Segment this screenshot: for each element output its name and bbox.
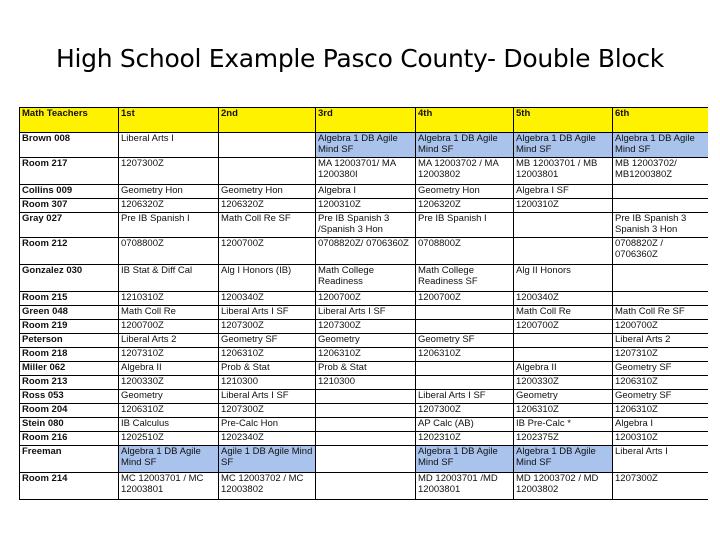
table-cell: 0708800Z bbox=[416, 238, 514, 265]
teacher-cell: Gray 027 bbox=[20, 213, 119, 238]
table-row bbox=[20, 348, 709, 362]
table-cell: Algebra 1 DB Agile Mind SF bbox=[316, 133, 416, 158]
table-cell: 1206310Z bbox=[613, 404, 709, 418]
teacher-cell: Freeman bbox=[20, 446, 119, 473]
table-cell: Algebra II bbox=[119, 362, 219, 376]
table-cell: 1200330Z bbox=[514, 376, 613, 390]
table-cell: Agile 1 DB Agile Mind SF bbox=[219, 446, 316, 473]
table-cell bbox=[416, 376, 514, 390]
table-cell: Algebra II bbox=[514, 362, 613, 376]
header-row bbox=[20, 108, 709, 133]
table-cell: 1206310Z bbox=[514, 404, 613, 418]
table-cell: Geometry SF bbox=[219, 334, 316, 348]
table-cell: 1207310Z bbox=[613, 348, 709, 362]
table-cell: Prob & Stat bbox=[219, 362, 316, 376]
table-cell: 1210300 bbox=[219, 376, 316, 390]
table-cell: 1206310Z bbox=[219, 348, 316, 362]
header-period-5: 5th bbox=[514, 108, 613, 133]
table-cell bbox=[514, 238, 613, 265]
table-cell bbox=[316, 432, 416, 446]
table-cell: MA 12003702 / MA 12003802 bbox=[416, 158, 514, 185]
table-cell: Math College Readiness bbox=[316, 265, 416, 292]
teacher-cell: Room 216 bbox=[20, 432, 119, 446]
table-cell bbox=[316, 390, 416, 404]
teacher-cell: Room 307 bbox=[20, 199, 119, 213]
teacher-cell: Room 217 bbox=[20, 158, 119, 185]
table-row bbox=[20, 199, 709, 213]
header-period-4: 4th bbox=[416, 108, 514, 133]
table-row bbox=[20, 306, 709, 320]
table-cell: 1207300Z bbox=[416, 404, 514, 418]
table-cell: Math Coll Re SF bbox=[613, 306, 709, 320]
table-row bbox=[20, 133, 709, 158]
table-row bbox=[20, 185, 709, 199]
table-row bbox=[20, 213, 709, 238]
teacher-cell: Ross 053 bbox=[20, 390, 119, 404]
table-cell bbox=[514, 348, 613, 362]
table-cell: Liberal Arts I SF bbox=[416, 390, 514, 404]
table-cell: Algebra I SF bbox=[514, 185, 613, 199]
teacher-cell: Room 219 bbox=[20, 320, 119, 334]
table-cell: 1206310Z bbox=[613, 376, 709, 390]
table-cell: Pre IB Spanish I bbox=[416, 213, 514, 238]
table-cell: AP Calc (AB) bbox=[416, 418, 514, 432]
table-cell: 1207300Z bbox=[219, 404, 316, 418]
table-cell: Alg II Honors bbox=[514, 265, 613, 292]
table-cell: 1206310Z bbox=[316, 348, 416, 362]
table-cell: Liberal Arts I SF bbox=[219, 306, 316, 320]
table-cell: Liberal Arts I bbox=[119, 133, 219, 158]
table-cell: Algebra 1 DB Agile Mind SF bbox=[416, 133, 514, 158]
table-cell: 0708800Z bbox=[119, 238, 219, 265]
table-row bbox=[20, 334, 709, 348]
table-cell: Algebra 1 DB Agile Mind SF bbox=[416, 446, 514, 473]
table-cell: 1200700Z bbox=[316, 292, 416, 306]
table-cell: Algebra 1 DB Agile Mind SF bbox=[119, 446, 219, 473]
table-cell: Geometry bbox=[119, 390, 219, 404]
table-cell: 0708820Z/ 0706360Z bbox=[316, 238, 416, 265]
table-cell: MB 12003701 / MB 12003801 bbox=[514, 158, 613, 185]
teacher-cell: Collins 009 bbox=[20, 185, 119, 199]
table-cell: MD 12003701 /MD 12003801 bbox=[416, 473, 514, 500]
table-cell bbox=[219, 133, 316, 158]
table-cell bbox=[416, 362, 514, 376]
table-cell: Pre-Calc Hon bbox=[219, 418, 316, 432]
header-period-6: 6th bbox=[613, 108, 709, 133]
table-cell: 1206320Z bbox=[416, 199, 514, 213]
teacher-cell: Room 204 bbox=[20, 404, 119, 418]
table-cell: 1200700Z bbox=[119, 320, 219, 334]
table-cell: IB Stat & Diff Cal bbox=[119, 265, 219, 292]
table-cell: 1202310Z bbox=[416, 432, 514, 446]
table-cell bbox=[613, 185, 709, 199]
table-cell bbox=[416, 306, 514, 320]
teacher-cell: Room 212 bbox=[20, 238, 119, 265]
table-cell: MD 12003702 / MD 12003802 bbox=[514, 473, 613, 500]
table-cell: 1207300Z bbox=[119, 158, 219, 185]
table-cell: 1206310Z bbox=[119, 404, 219, 418]
table-cell: Liberal Arts I bbox=[613, 446, 709, 473]
table-cell: Geometry Hon bbox=[219, 185, 316, 199]
table-cell: 1207310Z bbox=[119, 348, 219, 362]
table-cell: 1206320Z bbox=[119, 199, 219, 213]
table-cell: IB Pre-Calc * bbox=[514, 418, 613, 432]
table-cell: Algebra I bbox=[316, 185, 416, 199]
header-period-2: 2nd bbox=[219, 108, 316, 133]
table-cell: 1200310Z bbox=[316, 199, 416, 213]
teacher-cell: Room 214 bbox=[20, 473, 119, 500]
teacher-cell: Room 213 bbox=[20, 376, 119, 390]
table-row bbox=[20, 473, 709, 500]
table-cell bbox=[316, 404, 416, 418]
table-cell: 1202375Z bbox=[514, 432, 613, 446]
table-row bbox=[20, 404, 709, 418]
table-cell: 1200700Z bbox=[514, 320, 613, 334]
table-row bbox=[20, 446, 709, 473]
table-cell: 1200330Z bbox=[119, 376, 219, 390]
table-row bbox=[20, 362, 709, 376]
schedule-table bbox=[19, 107, 708, 500]
table-cell: Pre IB Spanish 3 Spanish 3 Hon bbox=[613, 213, 709, 238]
table-cell: 1202510Z bbox=[119, 432, 219, 446]
table-cell: 1210300 bbox=[316, 376, 416, 390]
table-row bbox=[20, 265, 709, 292]
table-cell: Alg I Honors (IB) bbox=[219, 265, 316, 292]
table-cell: 1206310Z bbox=[416, 348, 514, 362]
teacher-cell: Brown 008 bbox=[20, 133, 119, 158]
table-cell: 1200310Z bbox=[514, 199, 613, 213]
table-cell: Math Coll Re SF bbox=[219, 213, 316, 238]
table-cell: 1210310Z bbox=[119, 292, 219, 306]
teacher-cell: Green 048 bbox=[20, 306, 119, 320]
header-period-3: 3rd bbox=[316, 108, 416, 133]
table-cell: Liberal Arts 2 bbox=[613, 334, 709, 348]
table-cell: Liberal Arts 2 bbox=[119, 334, 219, 348]
table-cell: Geometry bbox=[316, 334, 416, 348]
table-cell: 1200700Z bbox=[416, 292, 514, 306]
table-cell: 1207300Z bbox=[316, 320, 416, 334]
table-row bbox=[20, 418, 709, 432]
table-cell: MA 12003701/ MA 1200380I bbox=[316, 158, 416, 185]
table-cell: Pre IB Spanish 3 /Spanish 3 Hon bbox=[316, 213, 416, 238]
table-cell: Geometry bbox=[514, 390, 613, 404]
table-cell: Geometry SF bbox=[416, 334, 514, 348]
table-cell: Math College Readiness SF bbox=[416, 265, 514, 292]
table-cell: 1200700Z bbox=[219, 238, 316, 265]
table-cell bbox=[316, 418, 416, 432]
table-cell: Geometry Hon bbox=[416, 185, 514, 199]
header-teachers: Math Teachers bbox=[20, 108, 119, 133]
slide-title: High School Example Pasco County- Double Block bbox=[56, 44, 664, 73]
table-cell: Liberal Arts I SF bbox=[219, 390, 316, 404]
table-cell bbox=[316, 473, 416, 500]
table-cell: MC 12003701 / MC 12003801 bbox=[119, 473, 219, 500]
header-period-1: 1st bbox=[119, 108, 219, 133]
table-cell: Math Coll Re bbox=[119, 306, 219, 320]
table-cell: Algebra 1 DB Agile Mind SF bbox=[613, 133, 709, 158]
teacher-cell: Stein 080 bbox=[20, 418, 119, 432]
teacher-cell: Peterson bbox=[20, 334, 119, 348]
schedule-table-container bbox=[19, 107, 708, 515]
table-cell: MC 12003702 / MC 12003802 bbox=[219, 473, 316, 500]
table-cell: 1202340Z bbox=[219, 432, 316, 446]
teacher-cell: Gonzalez 030 bbox=[20, 265, 119, 292]
table-cell: Algebra 1 DB Agile Mind SF bbox=[514, 133, 613, 158]
table-cell: 1200340Z bbox=[514, 292, 613, 306]
table-cell bbox=[514, 334, 613, 348]
table-row bbox=[20, 432, 709, 446]
table-cell: Geometry SF bbox=[613, 390, 709, 404]
teacher-cell: Room 218 bbox=[20, 348, 119, 362]
table-cell: Prob & Stat bbox=[316, 362, 416, 376]
table-cell: Liberal Arts I SF bbox=[316, 306, 416, 320]
table-cell: Pre IB Spanish I bbox=[119, 213, 219, 238]
table-cell: 1207300Z bbox=[613, 473, 709, 500]
table-cell bbox=[613, 199, 709, 213]
table-row bbox=[20, 390, 709, 404]
table-row bbox=[20, 292, 709, 306]
table-cell: Geometry Hon bbox=[119, 185, 219, 199]
teacher-cell: Miller 062 bbox=[20, 362, 119, 376]
table-cell bbox=[514, 213, 613, 238]
table-row bbox=[20, 320, 709, 334]
table-cell: 0708820Z / 0706360Z bbox=[613, 238, 709, 265]
teacher-cell: Room 215 bbox=[20, 292, 119, 306]
table-cell: 1200700Z bbox=[613, 320, 709, 334]
table-row bbox=[20, 376, 709, 390]
table-cell: Algebra 1 DB Agile Mind SF bbox=[514, 446, 613, 473]
table-cell bbox=[416, 320, 514, 334]
table-cell: 1207300Z bbox=[219, 320, 316, 334]
table-cell: 1200340Z bbox=[219, 292, 316, 306]
table-cell bbox=[613, 292, 709, 306]
table-cell: Math Coll Re bbox=[514, 306, 613, 320]
table-cell bbox=[316, 446, 416, 473]
table-cell: MB 12003702/ MB1200380Z bbox=[613, 158, 709, 185]
table-cell: IB Calculus bbox=[119, 418, 219, 432]
table-cell: Geometry SF bbox=[613, 362, 709, 376]
table-cell: Algebra I bbox=[613, 418, 709, 432]
table-cell bbox=[219, 158, 316, 185]
table-row bbox=[20, 238, 709, 265]
table-cell: 1200310Z bbox=[613, 432, 709, 446]
table-cell: 1206320Z bbox=[219, 199, 316, 213]
table-row bbox=[20, 158, 709, 185]
table-cell bbox=[613, 265, 709, 292]
